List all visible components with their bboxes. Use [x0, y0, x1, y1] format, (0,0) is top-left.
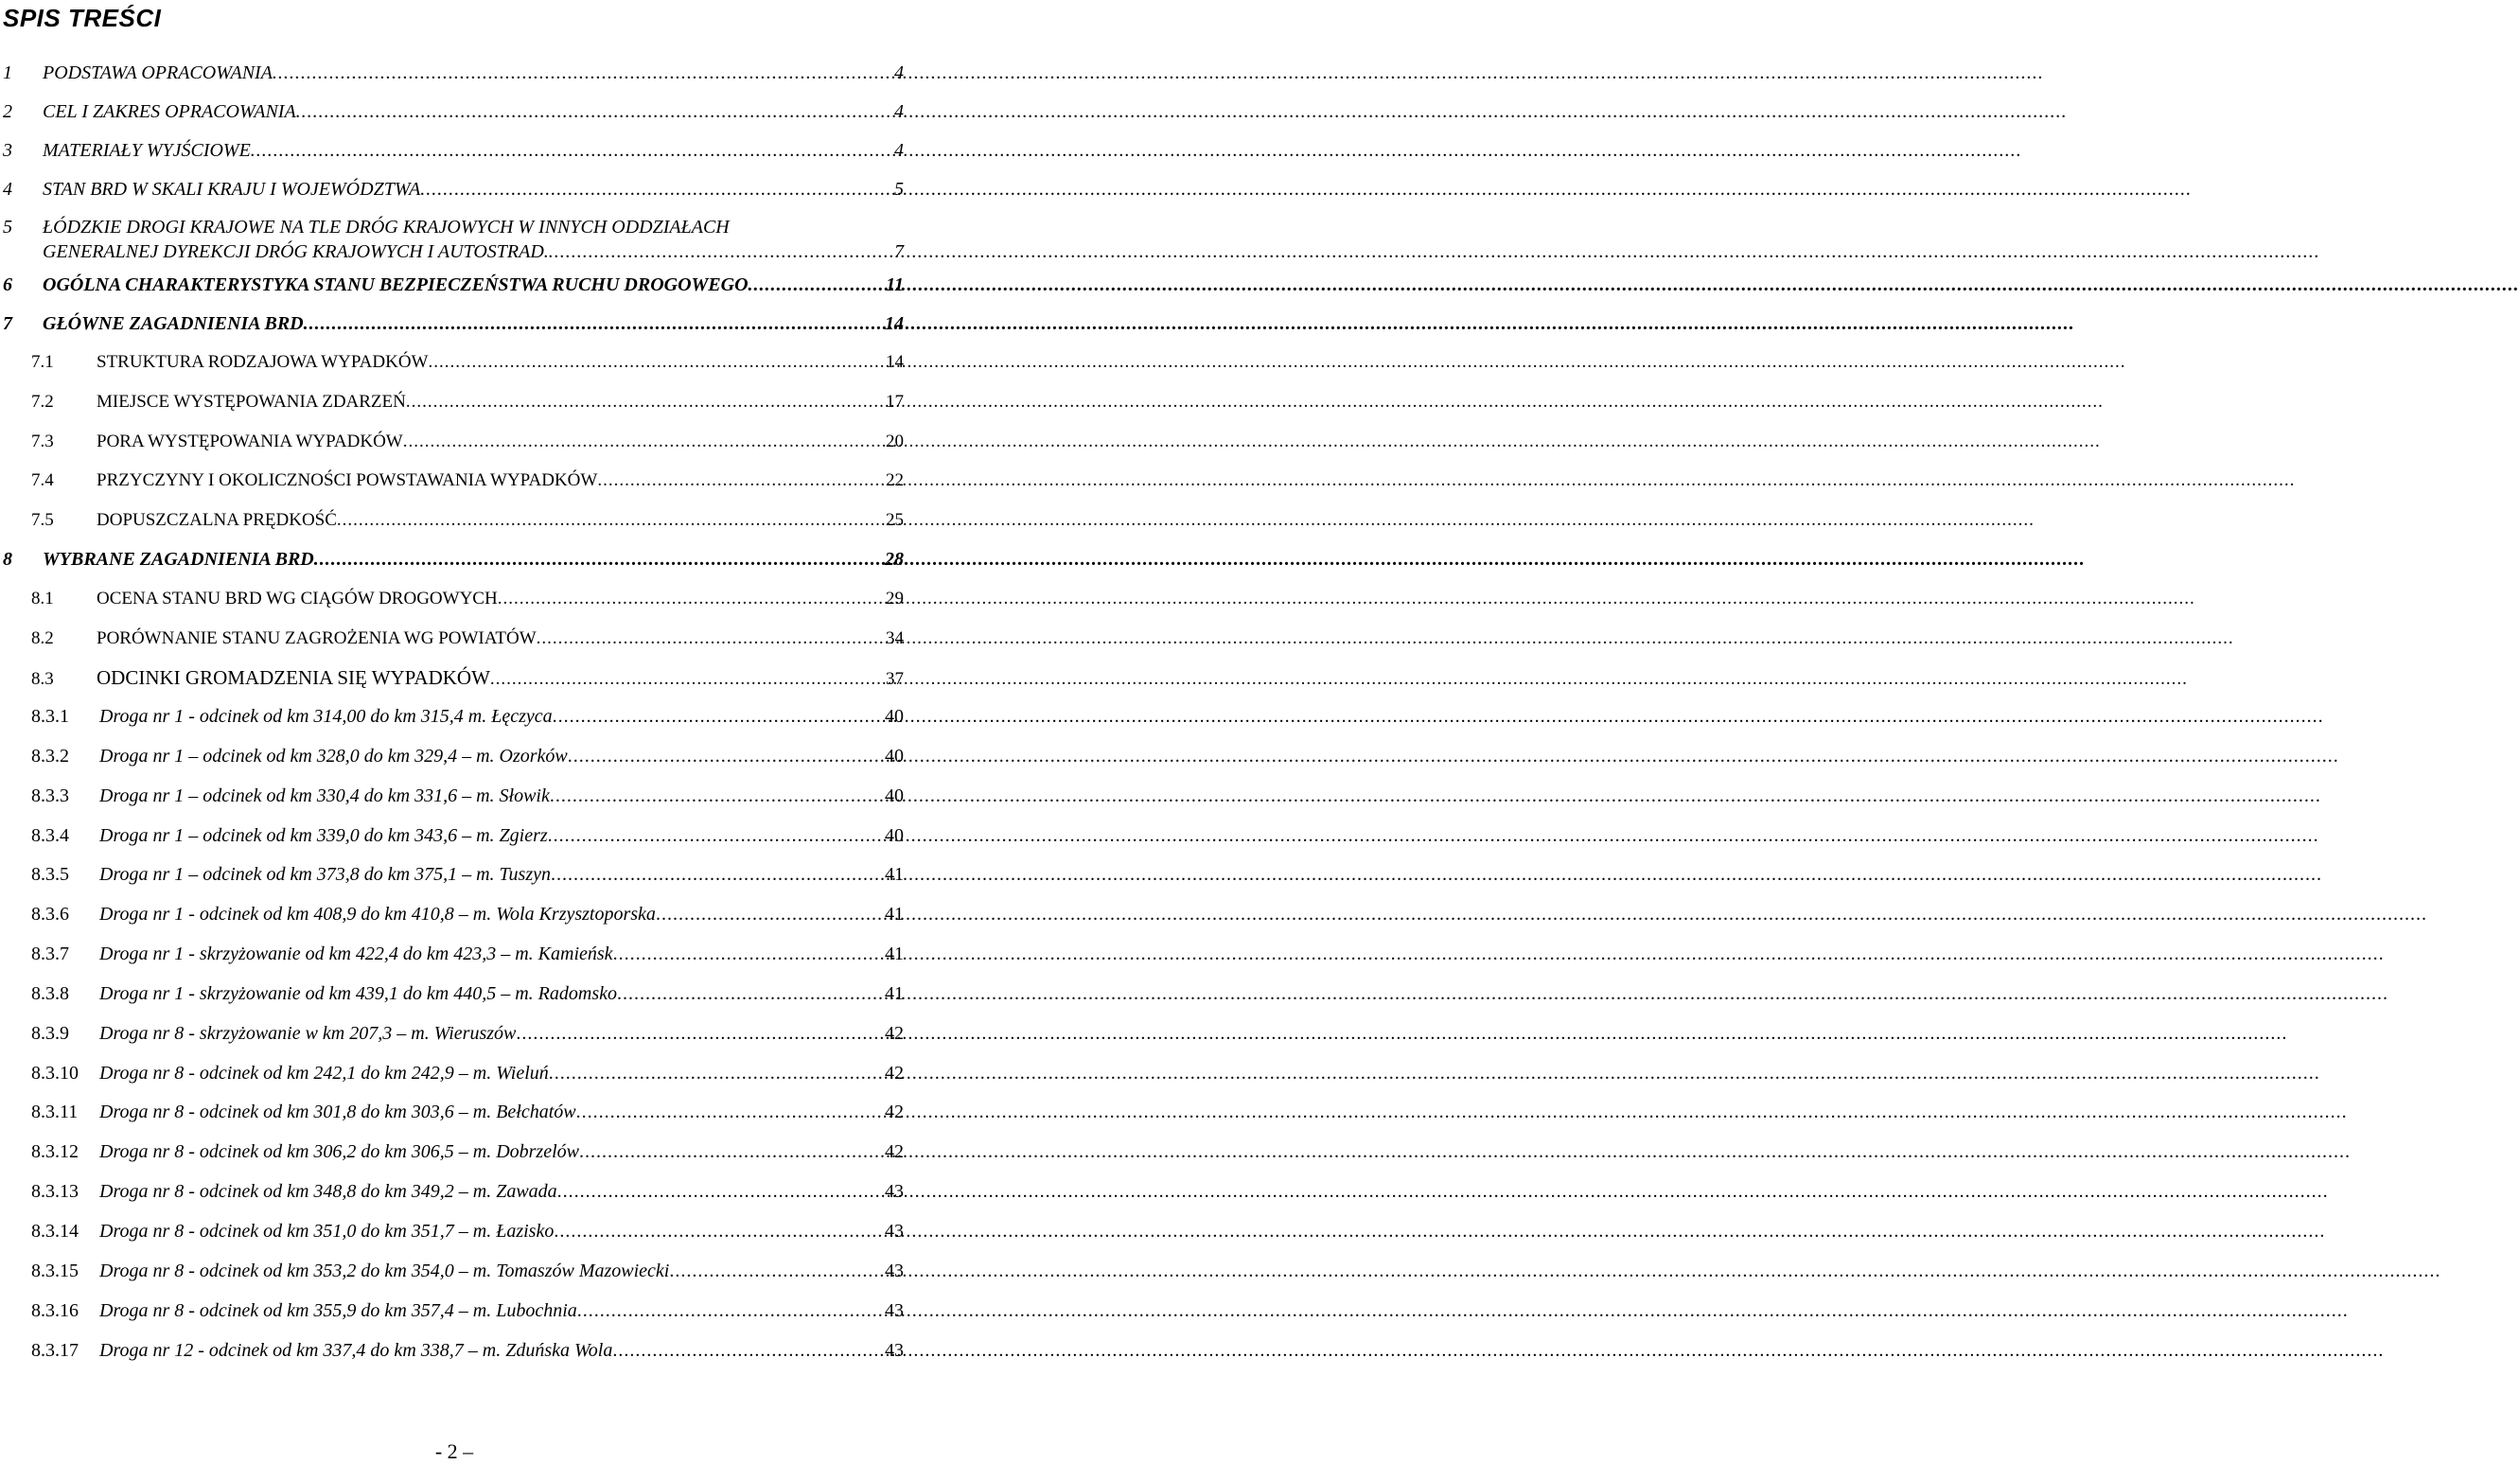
toc-number: 8.3.15 — [31, 1261, 79, 1281]
toc-entry-8-3-14[interactable] — [31, 1221, 904, 1249]
toc-entry-7-3[interactable] — [31, 432, 904, 460]
dot-leader — [304, 313, 883, 335]
toc-title: Droga nr 1 - odcinek od km 408,9 do km 410,8 – m. Wola Krzysztoporska — [99, 904, 656, 925]
toc-title: Droga nr 8 - odcinek od km 348,8 do km 349,2 – m. Zawada — [99, 1181, 557, 1202]
toc-page: 43 — [885, 1221, 904, 1242]
toc-entry-8-3-1[interactable] — [31, 706, 904, 734]
toc-number: 8.3.8 — [31, 983, 69, 1004]
dot-leader — [577, 1300, 883, 1322]
toc-title: OGÓLNA CHARAKTERYSTYKA STANU BEZPIECZEŃSTWA RUCHU DROGOWEGO — [43, 274, 749, 295]
dot-leader — [617, 983, 883, 1005]
toc-page: 4 — [894, 62, 904, 83]
dot-leader — [406, 392, 884, 413]
toc-entry-8-3-5[interactable] — [31, 864, 904, 892]
toc-title: STAN BRD W SKALI KRAJU I WOJEWÓDZTWA — [43, 179, 421, 200]
toc-title: Droga nr 1 - skrzyżowanie od km 422,4 do km 423,3 – m. Kamieńsk — [99, 944, 613, 964]
toc-entry-8-3-13[interactable] — [31, 1181, 904, 1209]
dot-leader — [551, 864, 883, 886]
dot-leader — [548, 825, 883, 847]
dot-leader — [420, 179, 892, 201]
toc-number: 1 — [3, 62, 12, 83]
toc-title: Droga nr 1 – odcinek od km 328,0 do km 329,4 – m. Ozorków — [99, 746, 568, 767]
dot-leader — [337, 510, 884, 531]
toc-page: 20 — [886, 432, 904, 451]
toc-entry-8-3-15[interactable] — [31, 1261, 904, 1289]
toc-page: 43 — [885, 1300, 904, 1321]
dot-leader — [669, 1261, 883, 1282]
toc-page: 29 — [886, 589, 904, 609]
toc-title: GŁÓWNE ZAGADNIENIA BRD — [43, 313, 304, 334]
toc-entry-8-3-10[interactable] — [31, 1063, 904, 1091]
toc-number: 7.3 — [31, 432, 54, 451]
toc-entry-7-5[interactable] — [31, 510, 904, 538]
toc-number: 8.3.17 — [31, 1340, 79, 1361]
toc-entry-8[interactable] — [3, 549, 904, 577]
toc-title: CEL I ZAKRES OPRACOWANIA — [43, 101, 296, 122]
toc-entry-5-line2[interactable] — [3, 241, 904, 270]
toc-entry-2[interactable] — [3, 101, 904, 130]
toc-page: 41 — [885, 983, 904, 1004]
toc-number: 4 — [3, 179, 12, 200]
toc-entry-8-3-17[interactable] — [31, 1340, 904, 1368]
toc-entry-7-4[interactable] — [31, 470, 904, 499]
dot-leader — [516, 1023, 883, 1045]
toc-page: 40 — [885, 706, 904, 727]
toc-page: 22 — [886, 470, 904, 490]
dot-leader — [576, 1102, 883, 1123]
toc-title-continued: GENERALNEJ DYREKCJI DRÓG KRAJOWYCH I AUTOSTRAD. — [43, 241, 549, 262]
toc-page: 40 — [885, 785, 904, 806]
toc-number: 8.3.13 — [31, 1181, 79, 1202]
toc-title: MATERIAŁY WYJŚCIOWE — [43, 140, 251, 161]
dot-leader — [568, 746, 883, 767]
toc-title: Droga nr 8 - odcinek od km 355,9 do km 357,4 – m. Lubochnia — [99, 1300, 577, 1321]
toc-page: 37 — [886, 669, 904, 689]
toc-entry-8-3-3[interactable] — [31, 785, 904, 814]
toc-page: 41 — [885, 864, 904, 885]
toc-number: 8.3.2 — [31, 746, 69, 767]
toc-page: 17 — [886, 392, 904, 412]
dot-leader — [273, 62, 892, 84]
toc-page: 42 — [885, 1023, 904, 1044]
toc-title: ODCINKI GROMADZENIA SIĘ WYPADKÓW — [97, 666, 490, 689]
toc-page: 5 — [894, 179, 904, 200]
toc-title: Droga nr 8 - odcinek od km 306,2 do km 306,5 – m. Dobrzelów — [99, 1141, 579, 1162]
dot-leader — [537, 628, 884, 649]
toc-title: MIEJSCE WYSTĘPOWANIA ZDARZEŃ — [97, 392, 406, 412]
toc-number: 7 — [3, 313, 12, 334]
toc-number: 7.5 — [31, 510, 54, 530]
toc-title: ŁÓDZKIE DROGI KRAJOWE NA TLE DRÓG KRAJOWYCH W INNYCH ODDZIAŁACH — [43, 217, 730, 238]
toc-entry-8-3-6[interactable] — [31, 904, 904, 932]
toc-entry-8-3-11[interactable] — [31, 1102, 904, 1130]
toc-page: 4 — [894, 101, 904, 122]
dot-leader — [613, 944, 883, 965]
dot-leader — [656, 904, 883, 926]
toc-entry-8-3-7[interactable] — [31, 944, 904, 972]
toc-title: PODSTAWA OPRACOWANIA — [43, 62, 273, 83]
toc-page: 25 — [886, 510, 904, 530]
toc-entry-8-3-8[interactable] — [31, 983, 904, 1012]
toc-page: 41 — [885, 904, 904, 925]
dot-leader — [553, 706, 883, 728]
toc-entry-8-3-9[interactable] — [31, 1023, 904, 1051]
page-number-footer: - 2 – — [434, 1439, 474, 1463]
toc-title: Droga nr 1 – odcinek od km 330,4 do km 331,6 – m. Słowik — [99, 785, 550, 806]
toc-title: DOPUSZCZALNA PRĘDKOŚĆ — [97, 510, 337, 530]
toc-number: 8.3.1 — [31, 706, 69, 727]
toc-page: 40 — [885, 746, 904, 767]
toc-page: 14 — [886, 352, 904, 372]
toc-entry-6[interactable] — [3, 274, 904, 303]
toc-page: 43 — [885, 1181, 904, 1202]
toc-number: 7.4 — [31, 470, 54, 490]
toc-title: Droga nr 8 - odcinek od km 353,2 do km 354,0 – m. Tomaszów Mazowiecki — [99, 1261, 670, 1281]
toc-title: Droga nr 8 - skrzyżowanie w km 207,3 – m. Wieruszów — [99, 1023, 517, 1044]
toc-page: 7 — [894, 241, 904, 262]
dot-leader — [597, 470, 884, 491]
toc-title: Droga nr 8 - odcinek od km 351,0 do km 351,7 – m. Łazisko — [99, 1221, 555, 1242]
toc-entry-4[interactable] — [3, 179, 904, 207]
toc-number: 8.3.12 — [31, 1141, 79, 1162]
toc-page: 43 — [885, 1340, 904, 1361]
toc-number: 8.3.5 — [31, 864, 69, 885]
toc-title: OCENA STANU BRD WG CIĄGÓW DROGOWYCH — [97, 589, 498, 609]
toc-entry-8-3-16[interactable] — [31, 1300, 904, 1329]
toc-entry-7[interactable] — [3, 313, 904, 342]
toc-page: 42 — [885, 1141, 904, 1162]
toc-entry-3[interactable] — [3, 140, 904, 168]
toc-page: 28 — [885, 549, 904, 570]
toc-number: 3 — [3, 140, 12, 161]
dot-leader — [550, 785, 883, 807]
toc-title: Droga nr 1 – odcinek od km 339,0 do km 343,6 – m. Zgierz — [99, 825, 548, 846]
toc-page: 34 — [886, 628, 904, 648]
toc-entry-8-3[interactable] — [31, 666, 904, 695]
toc-entry-7-2[interactable] — [31, 392, 904, 420]
toc-page: 42 — [885, 1063, 904, 1084]
toc-title: STRUKTURA RODZAJOWA WYPADKÓW — [97, 352, 429, 372]
toc-page: 43 — [885, 1261, 904, 1281]
dot-leader — [557, 1181, 883, 1203]
toc-number: 8.3.11 — [31, 1102, 79, 1122]
toc-page: 41 — [885, 944, 904, 964]
toc-title: PRZYCZYNY I OKOLICZNOŚCI POWSTAWANIA WYPADKÓW — [97, 470, 598, 490]
dot-leader — [403, 432, 884, 452]
dot-leader — [579, 1141, 883, 1163]
toc-number: 7.2 — [31, 392, 54, 412]
page-title: SPIS TREŚCI — [3, 4, 162, 32]
toc-title: Droga nr 1 - skrzyżowanie od km 439,1 do km 440,5 – m. Radomsko — [99, 983, 617, 1004]
toc-title: Droga nr 8 - odcinek od km 301,8 do km 303,6 – m. Bełchatów — [99, 1102, 576, 1122]
dot-leader — [554, 1221, 883, 1243]
toc-title: Droga nr 1 - odcinek od km 314,00 do km 315,4 m. Łęczyca — [99, 706, 553, 727]
toc-number: 8.3 — [31, 669, 54, 689]
toc-number: 8 — [3, 549, 12, 570]
toc-number: 8.1 — [31, 589, 54, 609]
dot-leader — [251, 140, 892, 162]
dot-leader — [314, 549, 883, 571]
toc-entry-8-2[interactable] — [31, 628, 904, 657]
toc-title: Droga nr 1 – odcinek od km 373,8 do km 375,1 – m. Tuszyn — [99, 864, 552, 885]
toc-number: 8.3.14 — [31, 1221, 79, 1242]
toc-page: 4 — [894, 140, 904, 161]
dot-leader — [296, 101, 892, 123]
toc-number: 8.3.16 — [31, 1300, 79, 1321]
toc-entry-8-1[interactable] — [31, 589, 904, 617]
toc-number: 8.3.6 — [31, 904, 69, 925]
toc-entry-1[interactable] — [3, 62, 904, 91]
toc-number: 8.3.7 — [31, 944, 69, 964]
toc-page: 40 — [885, 825, 904, 846]
toc-title: PORÓWNANIE STANU ZAGROŻENIA WG POWIATÓW — [97, 628, 537, 648]
dot-leader — [498, 589, 884, 609]
toc-entry-8-3-12[interactable] — [31, 1141, 904, 1170]
toc-number: 8.3.10 — [31, 1063, 79, 1084]
toc-number: 5 — [3, 217, 12, 238]
dot-leader — [749, 274, 885, 296]
toc-entry-8-3-4[interactable] — [31, 825, 904, 854]
toc-title: WYBRANE ZAGADNIENIA BRD — [43, 549, 314, 570]
dot-leader — [428, 352, 884, 373]
dot-leader — [549, 241, 892, 263]
toc-number: 8.3.4 — [31, 825, 69, 846]
toc-title: PORA WYSTĘPOWANIA WYPADKÓW — [97, 432, 403, 451]
dot-leader — [612, 1340, 883, 1362]
toc-title: Droga nr 12 - odcinek od km 337,4 do km 338,7 – m. Zduńska Wola — [99, 1340, 613, 1361]
dot-leader — [549, 1063, 883, 1085]
toc-entry-8-3-2[interactable] — [31, 746, 904, 774]
toc-number: 8.2 — [31, 628, 54, 648]
toc-number: 2 — [3, 101, 12, 122]
toc-number: 7.1 — [31, 352, 54, 372]
toc-page: 11 — [886, 274, 904, 295]
toc-number: 6 — [3, 274, 12, 295]
toc-page: 14 — [885, 313, 904, 334]
toc-number: 8.3.9 — [31, 1023, 69, 1044]
toc-entry-7-1[interactable] — [31, 352, 904, 380]
toc-title: Droga nr 8 - odcinek od km 242,1 do km 242,9 – m. Wieluń — [99, 1063, 549, 1084]
toc-page: 42 — [885, 1102, 904, 1122]
dot-leader — [490, 669, 884, 690]
toc-number: 8.3.3 — [31, 785, 69, 806]
